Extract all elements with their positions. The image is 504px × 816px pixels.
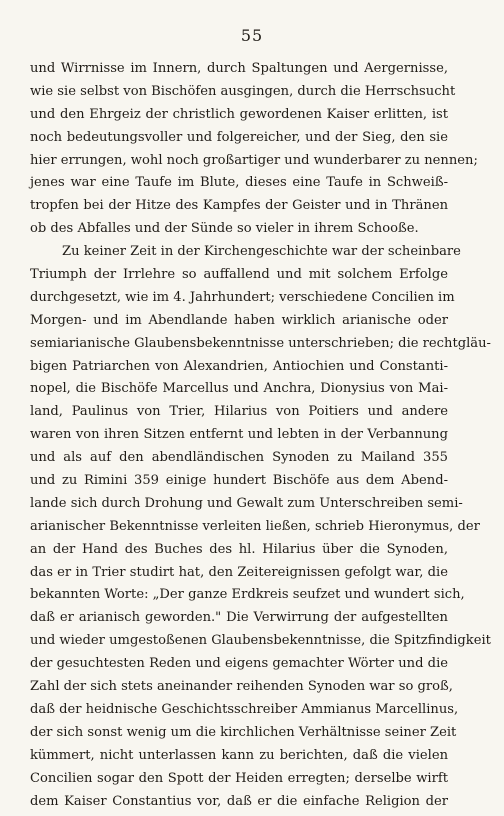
text-line: Zu keiner Zeit in der Kirchengeschichte war der scheinbare: [62, 244, 461, 260]
text-line: jenes war eine Taufe im Blute, dieses eine Taufe in Schweiß-: [30, 175, 448, 191]
text-line: bigen Patriarchen von Alexandrien, Antiochien und Constanti-: [30, 358, 448, 374]
text-line: und Wirrnisse im Innern, durch Spaltungen und Aergernisse,: [30, 61, 448, 76]
text-line: wie sie selbst von Bischöfen ausgingen, durch die Herrschsucht: [30, 83, 456, 99]
text-line: land, Paulinus von Trier, Hilarius von Poitiers und andere: [30, 404, 448, 420]
body-text: [30, 58, 491, 813]
text-line: durchgesetzt, wie im 4. Jahrhundert; verschiedene Concilien im: [30, 289, 455, 305]
text-line: nopel, die Bischöfe Marcellus und Anchra, Dionysius von Mai-: [30, 381, 448, 397]
text-line: und als auf den abendländischen Synoden zu Mailand 355: [30, 450, 448, 466]
text-line: und den Ehrgeiz der christlich gewordenen Kaiser erlitten, ist: [30, 106, 448, 122]
text-line: der sich sonst wenig um die kirchlichen Verhältnisse seiner Zeit: [30, 724, 457, 740]
text-line: Morgen- und im Abendlande haben wirklich arianische oder: [30, 312, 448, 328]
text-line: der gesuchtesten Reden und eigens gemachter Wörter und die: [30, 656, 448, 672]
text-line: hier errungen, wohl noch großartiger und wunderbarer zu nennen;: [30, 152, 478, 168]
text-line: lande sich durch Drohung und Gewalt zum Unterschreiben semi-: [30, 495, 463, 511]
text-line: daß der heidnische Geschichtsschreiber Ammianus Marcellinus,: [30, 701, 459, 717]
text-line: Triumph der Irrlehre so auffallend und mit solchem Erfolge: [30, 267, 448, 283]
text-line: kümmert, nicht unterlassen kann zu berichten, daß die vielen: [30, 747, 448, 763]
text-line: und zu Rimini 359 einige hundert Bischöfe aus dem Abend-: [30, 473, 448, 489]
text-line: an der Hand des Buches des hl. Hilarius über die Synoden,: [30, 541, 448, 557]
text-line: Concilien sogar den Spott der Heiden erregten; derselbe wirft: [30, 770, 448, 786]
text-line: Zahl der sich stets aneinander reihenden Synoden war so groß,: [30, 679, 453, 695]
text-line: bekannten Worte: „Der ganze Erdkreis seufzet und wundert sich,: [30, 587, 465, 603]
text-line: ob des Abfalles und der Sünde so vieler in ihrem Schooße.: [30, 221, 419, 237]
text-line: daß er arianisch geworden." Die Verwirrung der aufgestellten: [30, 610, 448, 626]
text-line: und wieder umgestoßenen Glaubensbekenntnisse, die Spitzfindigkeit: [30, 633, 491, 649]
text-line: semiarianische Glaubensbekenntnisse unterschrieben; die rechtgläu-: [30, 335, 491, 351]
text-line: arianischer Bekenntnisse verleiten ließen, schrieb Hieronymus, der: [30, 518, 480, 534]
text-line: dem Kaiser Constantius vor, daß er die einfache Religion der: [30, 793, 448, 809]
text-line: noch bedeutungsvoller und folgereicher, und der Sieg, den sie: [30, 129, 448, 145]
text-line: waren von ihren Sitzen entfernt und lebten in der Verbannung: [30, 427, 448, 443]
text-line: tropfen bei der Hitze des Kampfes der Geister und in Thränen: [30, 198, 448, 214]
page-number: 55: [240, 26, 264, 45]
text-line: das er in Trier studirt hat, den Zeitereignissen gefolgt war, die: [30, 564, 448, 580]
